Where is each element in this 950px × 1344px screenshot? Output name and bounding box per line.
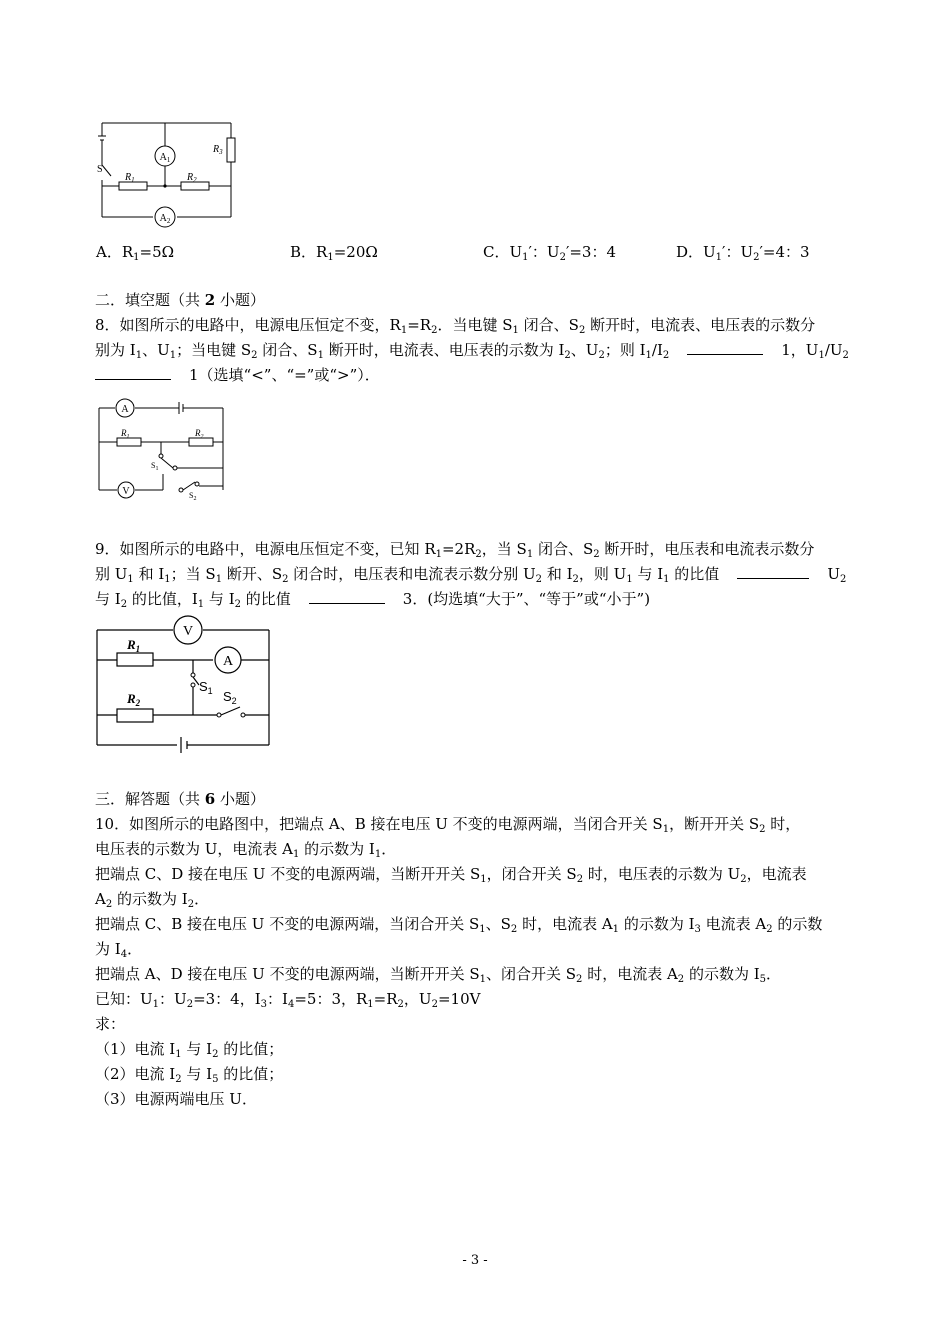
q10-line2: 电压表的示数为 U，电流表 $A_1$ 的示数为 $I_1$． xyxy=(95,840,397,860)
q7-option-a: A．$R_1=5\Omega$ xyxy=(96,243,175,263)
page-number: - 3 - xyxy=(462,1253,488,1268)
q7-option-b: B．$R_1=20\Omega$ xyxy=(290,243,378,263)
q8-r1-label: $R_1$ xyxy=(121,428,130,440)
q10-line6: 为 $I_4$． xyxy=(95,940,143,960)
q10-line1: 10．如图所示的电路图中，把端点 A、B 接在电压 U 不变的电源两端，当闭合开关 $S_1$，断开开关 $S_2$ 时， xyxy=(95,815,801,835)
q10-line4: $A_2$ 的示数为 $I_2$． xyxy=(95,890,210,910)
q8-line1: 8．如图所示的电路中，电源电压恒定不变，$R_1=R_2$．当电键 $S_1$ 闭合、$S_2$ 断开时，电流表、电压表的示数分 xyxy=(95,316,816,336)
q7-switch-label: S xyxy=(97,164,103,175)
q8-s1-label: $S_1$ xyxy=(151,461,159,472)
q9-s2-label: $S_2$ xyxy=(223,689,237,706)
q8-voltmeter-label: V xyxy=(122,486,130,497)
q9-r1-label: $R_1$ xyxy=(127,637,141,654)
q8-s2-label: $S_2$ xyxy=(189,491,197,500)
q7-option-c: C．$U_1'$：$U_2'=3$：4 xyxy=(483,243,616,263)
q10-line3: 把端点 C、D 接在电压 U 不变的电源两端，当断开开关 $S_1$，闭合开关 $S_2$ 时，电压表的示数为 $U_2$，电流表 xyxy=(95,865,807,885)
q9-line1: 9．如图所示的电路中，电源电压恒定不变，已知 $R_1=2R_2$，当 $S_1$ 闭合、$S_2$ 断开时，电压表和电流表示数分 xyxy=(95,540,815,560)
q9-ammeter-label: A xyxy=(222,654,234,669)
q10-part2: （2）电流 $I_2$ 与 $I_5$ 的比值； xyxy=(95,1065,284,1085)
q8-line3: 1（选填“<”、“=”或“>”）． xyxy=(95,364,380,386)
q10-ask: 求： xyxy=(95,1015,126,1033)
q8-line2: 别为 $I_1$、$U_1$；当电键 $S_2$ 闭合、$S_1$ 断开时，电流表、电压表的示数为 $I_2$、$U_2$；则 $I_1/I_2$ 1，$U_1/U_2$ xyxy=(95,341,849,361)
q10-part1: （1）电流 $I_1$ 与 $I_2$ 的比值； xyxy=(95,1040,284,1060)
q9-circuit-figure xyxy=(95,615,271,755)
q7-ammeter2-label: $A_2$ xyxy=(159,213,171,225)
q7-circuit-diagram xyxy=(95,120,237,228)
q9-r2-label: $R_2$ xyxy=(127,691,141,708)
q8-r2-label: $R_2$ xyxy=(195,428,204,440)
section2-heading: 二．填空题（共 2 小题） xyxy=(95,291,265,309)
q9-line3: 与 $I_2$ 的比值，$I_1$ 与 $I_2$ 的比值 3．(均选填“大于”、“等于”或“小于”) xyxy=(95,590,651,610)
q8-answer-blank-2[interactable] xyxy=(95,364,171,380)
q7-ammeter1-label: $A_1$ xyxy=(159,152,171,164)
q8-ammeter-label: A xyxy=(121,404,129,415)
q10-line5: 把端点 C、B 接在电压 U 不变的电源两端，当闭合开关 $S_1$、$S_2$ 时，电流表 $A_1$ 的示数为 $I_3$ 电流表 $A_2$ 的示数 xyxy=(95,915,823,935)
q9-voltmeter-label: V xyxy=(182,624,194,639)
q9-answer-blank-2[interactable] xyxy=(309,588,385,604)
q7-r3-label: $R_3$ xyxy=(213,144,223,156)
q9-line2: 别 $U_1$ 和 $I_1$；当 $S_1$ 断开、$S_2$ 闭合时，电压表和电流表示数分别 $U_2$ 和 $I_2$，则 $U_1$ 与 $I_1$ 的比值 $U_2$ xyxy=(95,565,847,585)
q9-circuit-diagram xyxy=(95,615,271,755)
q7-r1-label: $R_1$ xyxy=(125,172,135,184)
section3-heading: 三．解答题（共 6 小题） xyxy=(95,790,265,808)
q7-option-d: D．$U_1'$：$U_2'=4$：3 xyxy=(676,243,810,263)
q9-s1-label: $S_1$ xyxy=(199,679,213,696)
q8-circuit-figure xyxy=(95,396,227,500)
q10-part3: （3）电源两端电压 U． xyxy=(95,1090,257,1108)
q8-answer-blank-1[interactable] xyxy=(687,339,763,355)
q8-circuit-diagram xyxy=(95,396,227,500)
q10-line7: 把端点 A、D 接在电压 U 不变的电源两端，当断开开关 $S_1$、闭合开关 $S_2$ 时，电流表 $A_2$ 的示数为 $I_5$． xyxy=(95,965,782,985)
q10-given: 已知：$U_1$：$U_2=3$：4，$I_3$：$I_4=5$：3，$R_1=R_2$，$U_2=10V$ xyxy=(95,990,481,1010)
q7-r2-label: $R_2$ xyxy=(187,172,197,184)
q9-answer-blank-1[interactable] xyxy=(737,563,809,579)
q7-circuit-figure xyxy=(95,120,237,228)
